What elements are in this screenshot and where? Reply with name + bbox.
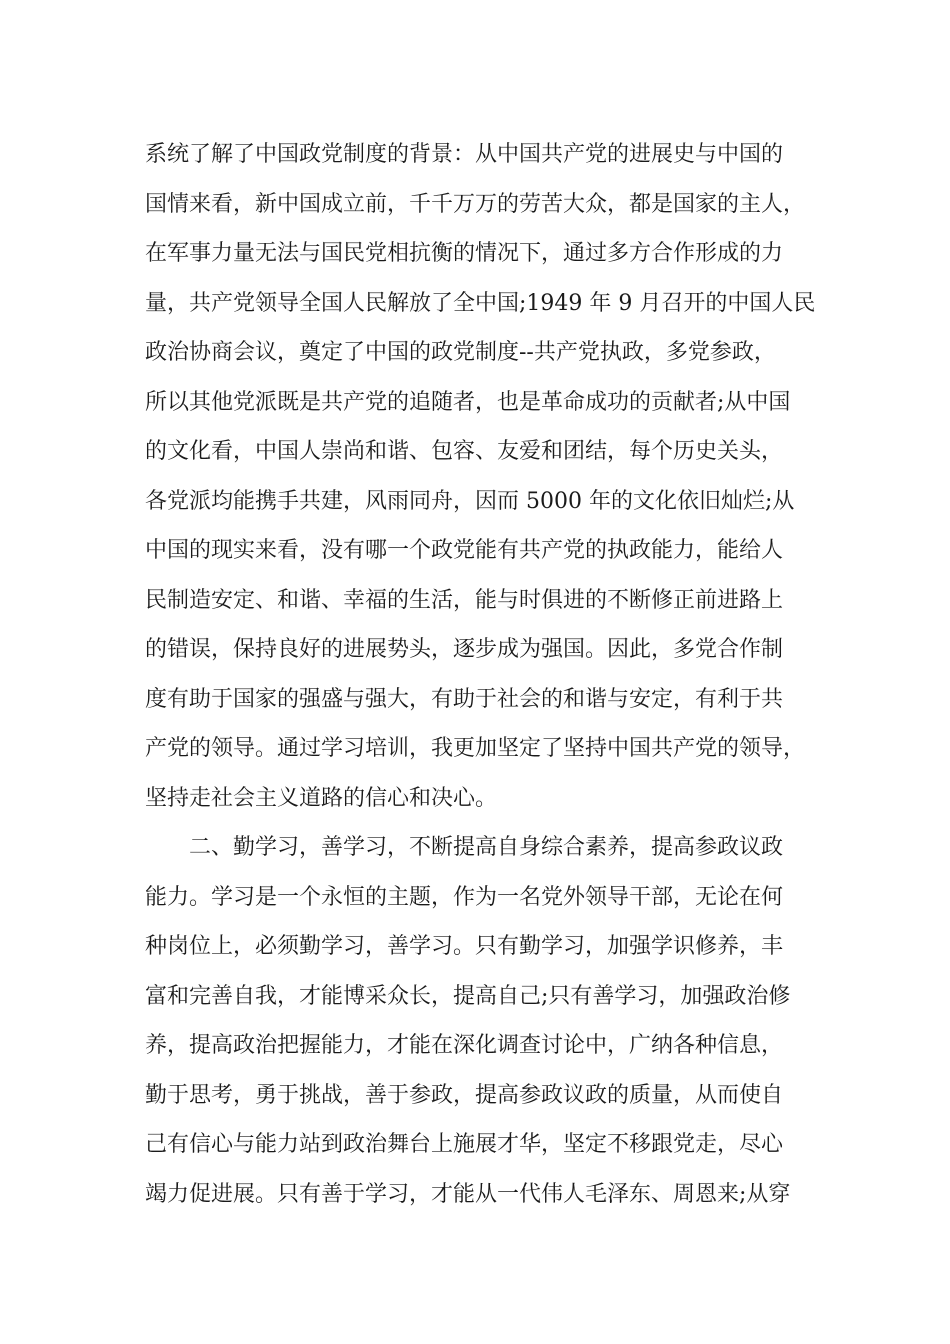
text-line: 富和完善自我，才能博采众长，提高自己;只有善学习，加强政治修	[145, 983, 791, 1009]
text-line: 所以其他党派既是共产党的追随者，也是革命成功的贡献者;从中国	[145, 389, 791, 415]
text-line: 产党的领导。通过学习培训，我更加坚定了坚持中国共产党的领导，	[145, 736, 806, 761]
text-line: 系统了解了中国政党制度的背景：从中国共产党的进展史与中国的	[145, 142, 784, 167]
text-line: 在军事力量无法与国民党相抗衡的情况下，通过多方合作形成的力	[145, 241, 784, 266]
text-line: 种岗位上，必须勤学习，善学习。只有勤学习，加强学识修养，丰	[145, 934, 784, 959]
text-line: 度有助于国家的强盛与强大，有助于社会的和谐与安定，有利于共	[145, 686, 784, 712]
text-line: 量，共产党领导全国人民解放了全中国;1949 年 9 月召开的中国人民	[145, 290, 816, 316]
body-text	[145, 130, 825, 1219]
text-line: 中国的现实来看，没有哪一个政党能有共产党的执政能力，能给人	[145, 538, 784, 563]
text-line: 国情来看，新中国成立前，千千万万的劳苦大众，都是国家的主人，	[145, 191, 806, 217]
text-line: 的文化看，中国人崇尚和谐、包容、友爱和团结，每个历史关头，	[145, 439, 784, 464]
text-line: 政治协商会议，奠定了中国的政党制度--共产党执政，多党参政，	[145, 340, 776, 365]
section-heading-line: 二、勤学习，善学习，不断提高自身综合素养，提高参政议政	[189, 835, 784, 860]
text-line: 坚持走社会主义道路的信心和决心。	[145, 785, 498, 811]
text-line: 民制造安定、和谐、幸福的生活，能与时俱进的不断修正前进路上	[145, 587, 784, 613]
text-line: 竭力促进展。只有善于学习，才能从一代伟人毛泽东、周恩来;从穿	[145, 1181, 791, 1207]
text-line: 各党派均能携手共建，风雨同舟，因而 5000 年的文化依旧灿烂;从	[145, 488, 795, 514]
text-line: 己有信心与能力站到政治舞台上施展才华，坚定不移跟党走，尽心	[145, 1132, 784, 1157]
text-line: 能力。学习是一个永恒的主题，作为一名党外领导干部，无论在何	[145, 884, 784, 910]
text-line: 的错误，保持良好的进展势头，逐步成为强国。因此，多党合作制	[145, 637, 784, 662]
text-line: 养，提高政治把握能力，才能在深化调查讨论中，广纳各种信息，	[145, 1033, 784, 1058]
text-line: 勤于思考，勇于挑战，善于参政，提高参政议政的质量，从而使自	[145, 1082, 784, 1108]
